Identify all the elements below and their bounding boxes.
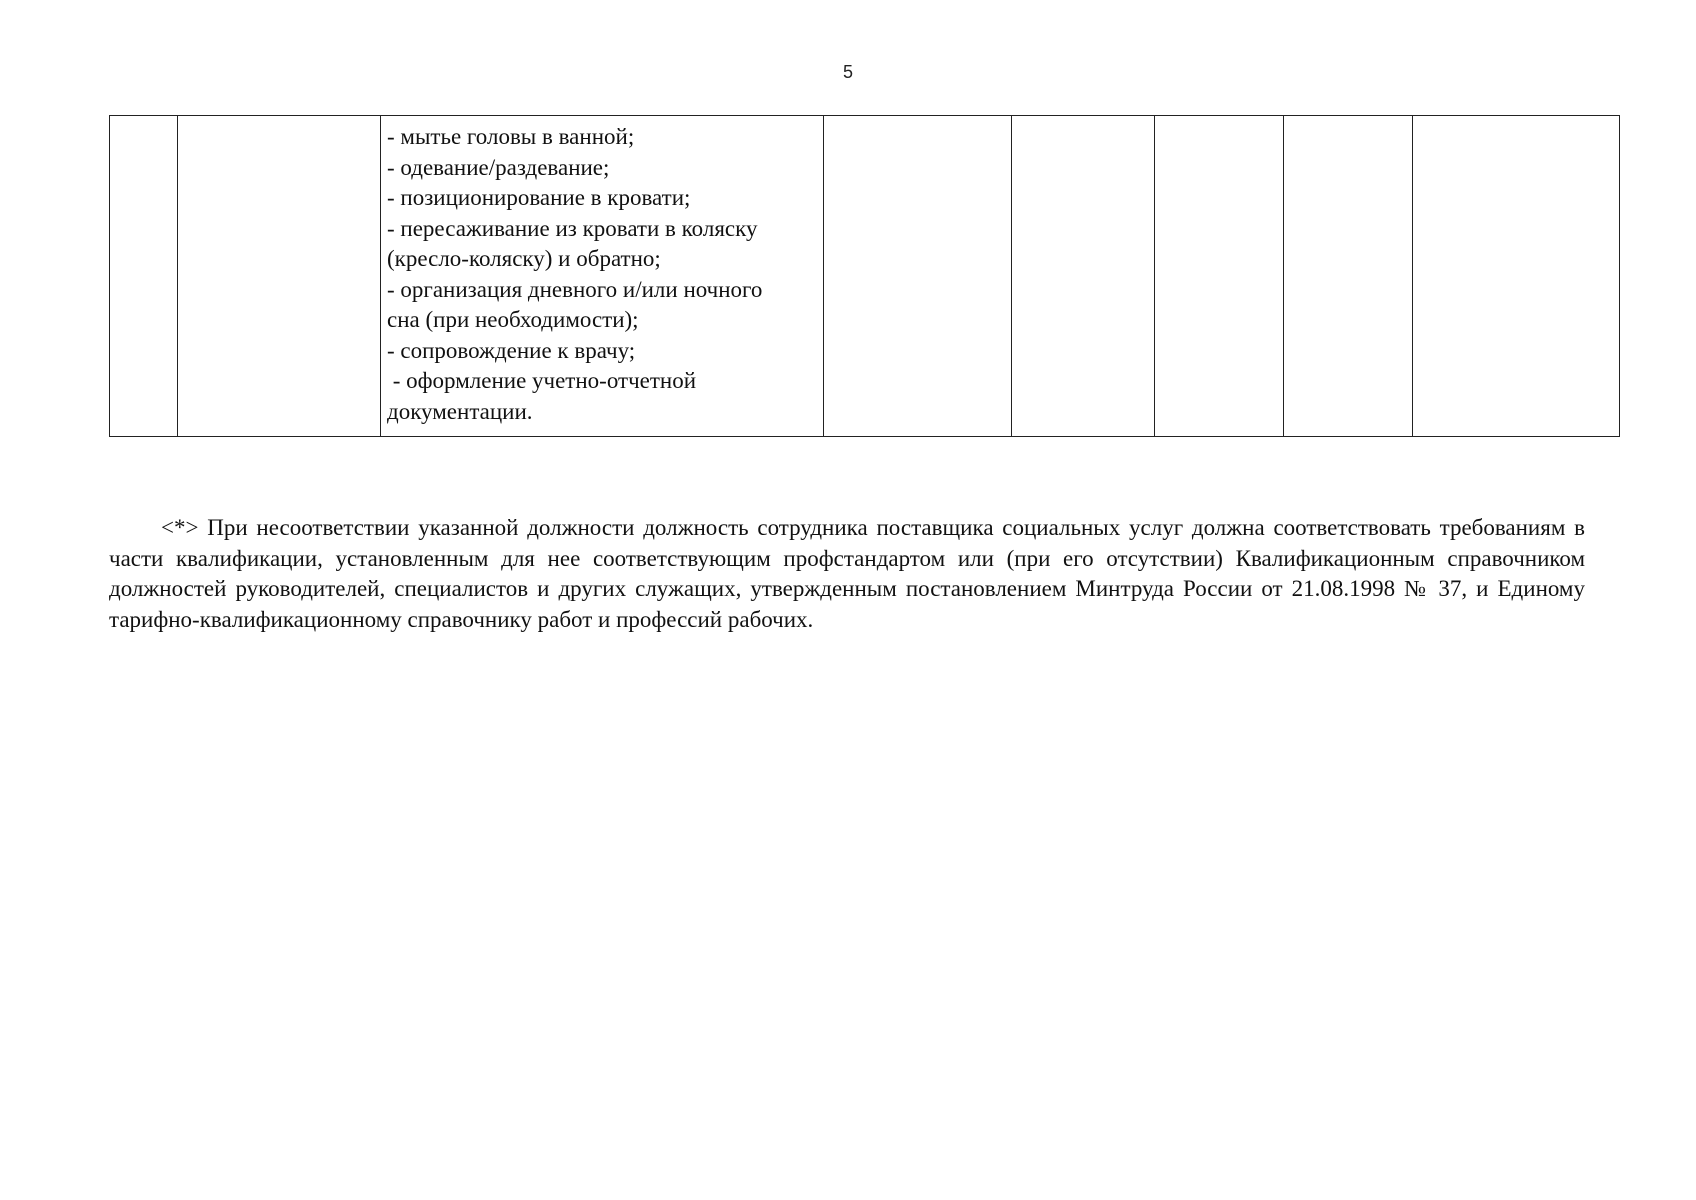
table-cell-6 xyxy=(1155,116,1284,437)
service-list-item: - оформление учетно-отчетной xyxy=(387,368,697,393)
service-list-item: (кресло-коляску) и обратно; xyxy=(387,246,661,271)
service-list-item: - одевание/раздевание; xyxy=(387,154,610,180)
service-list-item: документации. xyxy=(387,398,533,424)
table-cell-8 xyxy=(1413,116,1620,437)
service-list-item: сна (при необходимости); xyxy=(387,307,639,332)
requirements-table xyxy=(109,115,1620,437)
service-list-item: - сопровождение к врачу; xyxy=(387,337,636,363)
page-number: 5 xyxy=(842,62,853,82)
table-cell-5 xyxy=(1012,116,1155,437)
table-cell-1 xyxy=(110,116,178,437)
table-cell-7 xyxy=(1284,116,1413,437)
footnote: <*> При несоответствии указанной должности должность сотрудника поставщика социальных услуг должна соответствовать требованиям в части квалификации, установленным для нее соответствующим профстандартом или (при его отсутствии) Квалификационным справочником должностей руководителей, специалистов и других служащих, утвержденным постановлением Минтруда России от 21.08.1998 № 37, и Единому тарифно-квалификационному справочнику работ и профессий рабочих. xyxy=(109,515,1585,632)
table-row xyxy=(110,116,1620,437)
table-cell-4 xyxy=(824,116,1012,437)
service-list xyxy=(381,116,823,431)
service-list-item: - позиционирование в кровати; xyxy=(387,185,691,210)
table-cell-services xyxy=(381,116,824,437)
service-list-item: - мытье головы в ванной; xyxy=(387,124,635,149)
service-list-item: - пересаживание из кровати в коляску xyxy=(387,215,758,241)
table-cell-2 xyxy=(178,116,381,437)
service-list-item: - организация дневного и/или ночного xyxy=(387,276,763,302)
